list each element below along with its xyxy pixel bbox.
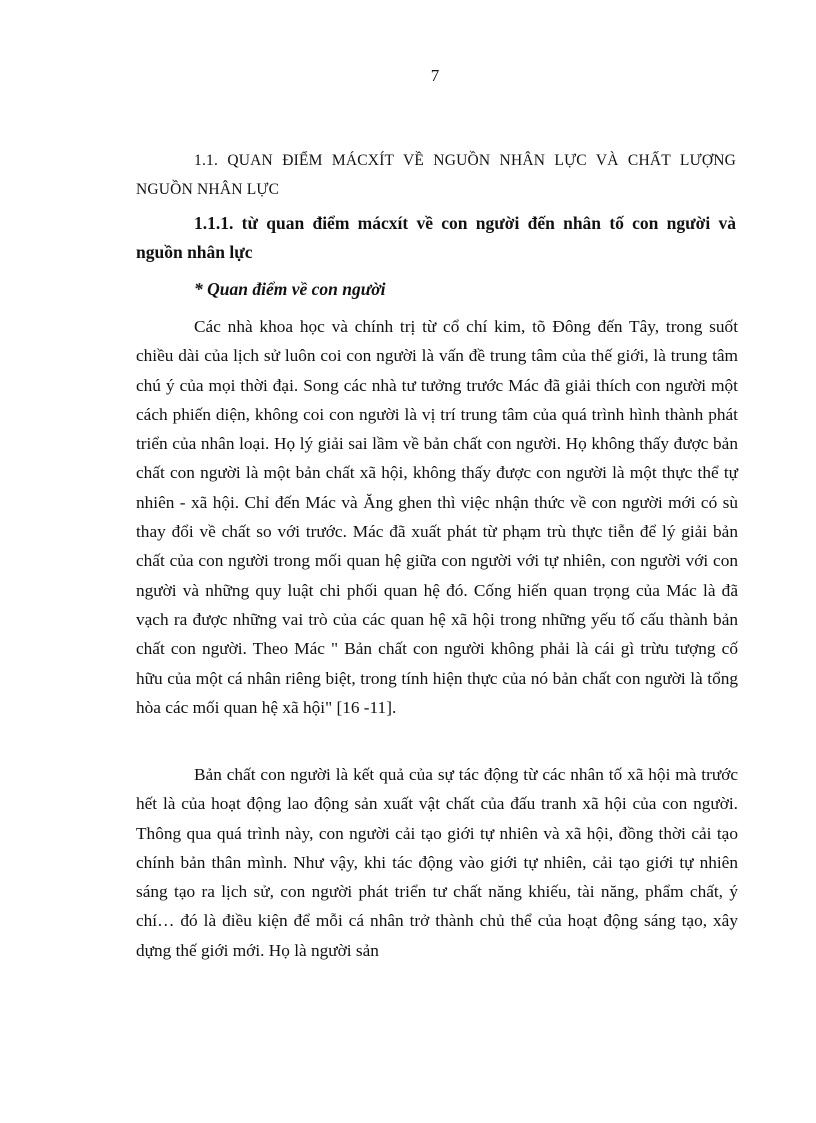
body-paragraph: Các nhà khoa học và chính trị từ cổ chí kim, tõ Đông đến Tây, trong suốt chiều dài của lịch sử luôn coi con người là vấn đề trung tâm của thế giới, là trung tâm chú ý của mọi thời đại. Song các nhà tư tưởng trước Mác đã giải thích con người một cách phiến diện, không coi con người là vị trí trung tâm của quá trình hình thành phát triển của nhân loại. Họ lý giải sai lầm về bản chất con người. Họ không thấy được bản chất con người là một bản chất xã hội, không thấy được con người là một thực thể tự nhiên - xã hội. Chỉ đến Mác và Ăng ghen thì việc nhận thức về con người mới có sù thay đổi về chất so với trước. Mác đã xuất phát từ phạm trù thực tiễn để lý giải bản chất của con người trong mối quan hệ giữa con người với tự nhiên, con người với con người và những quy luật chi phối quan hệ đó. Cống hiến quan trọng của Mác là đã vạch ra được những vai trò của các quan hệ xã hội trong những yếu tố cấu thành bản chất con người. Theo Mác " Bản chất con người không phải là cái gì trừu tượng cố hữu của một cá nhân riêng biệt, trong tính hiện thực của nó bản chất con người là tổng hòa các mối quan hệ xã hội" [16 -11]. xyxy=(136,317,738,717)
body-paragraph: Bản chất con người là kết quả của sự tác động từ các nhân tố xã hội mà trước hết là của hoạt động lao động sản xuất vật chất của đấu tranh xã hội của con người. Thông qua quá trình này, con người cải tạo giới tự nhiên và xã hội, đồng thời cải tạo chính bản thân mình. Như vậy, khi tác động vào giới tự nhiên, cải tạo giới tự nhiên sáng tạo ra lịch sử, con người phát triển tư chất năng khiếu, tài năng, phẩm chất, ý chí… đó là điều kiện để mỗi cá nhân trở thành chủ thể của hoạt động sáng tạo, xây dựng thế giới mới. Họ là người sản xyxy=(136,765,738,960)
subsection-heading: 1.1.1. từ quan điểm mácxít về con người đến nhân tố con người và nguồn nhân lực xyxy=(136,213,736,262)
section-heading: 1.1. QUAN ĐIỂM MÁCXÍT VỀ NGUỒN NHÂN LỰC VÀ CHẤT LƯỢNG NGUỒN NHÂN LỰC xyxy=(136,152,736,198)
topic-heading: * Quan điểm về con người xyxy=(194,279,386,299)
page-number: 7 xyxy=(430,66,440,85)
